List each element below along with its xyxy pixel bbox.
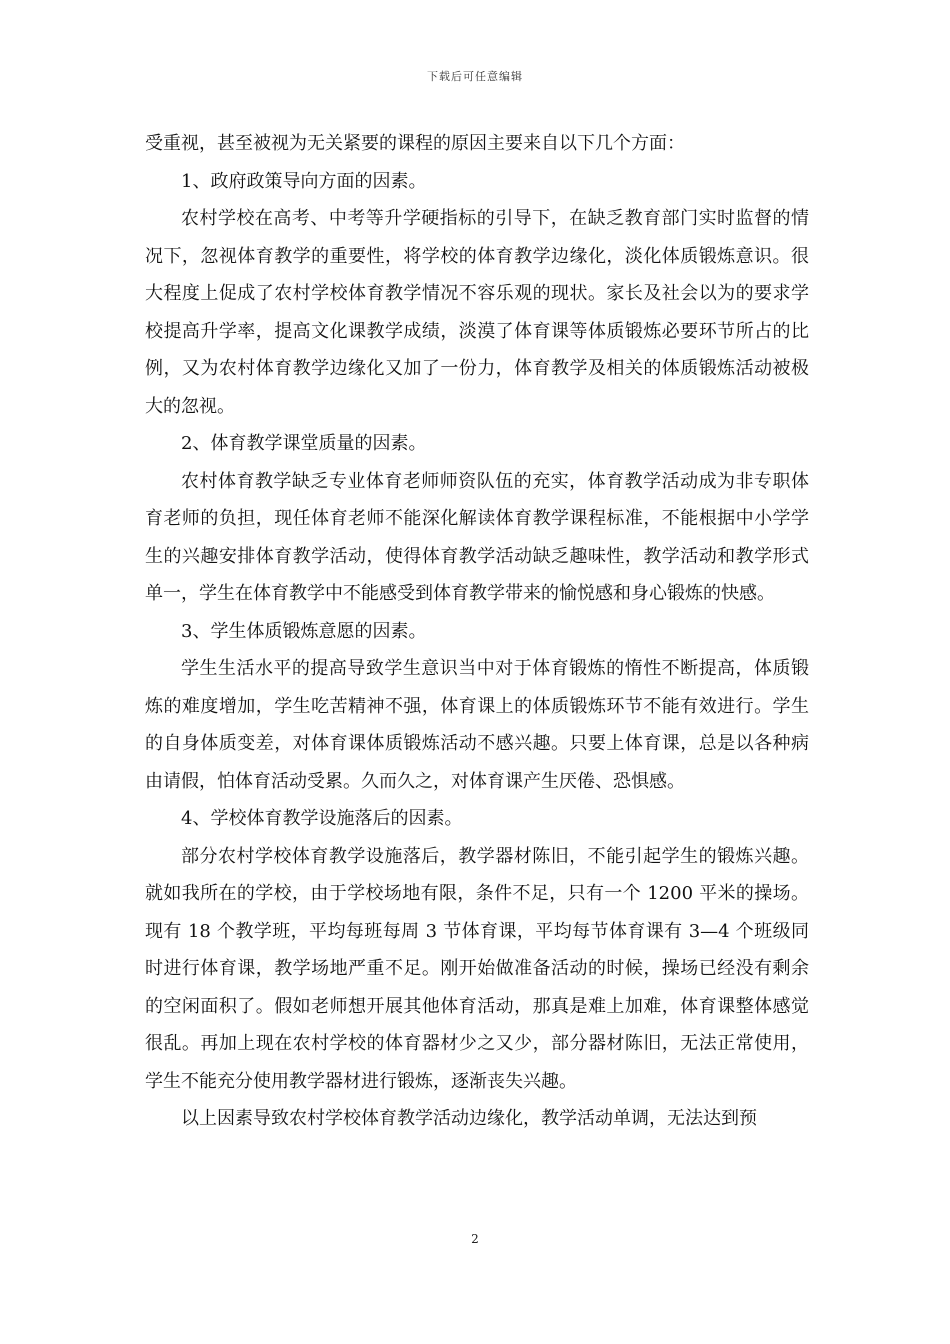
paragraph-2: 农村体育教学缺乏专业体育老师师资队伍的充实，体育教学活动成为非专职体育老师的负担，现任体育老师不能深化解读体育教学课程标准，不能根据中小学学生的兴趣安排体育教学活动，使得体育教学活动缺乏趣味性，教学活动和教学形式单一，学生在体育教学中不能感受到体育教学带来的愉悦感和身心锻炼的快感。 bbox=[145, 470, 809, 604]
page-number: 2 bbox=[471, 1232, 479, 1246]
section-heading-4: 4、学校体育教学设施落后的因素。 bbox=[181, 808, 463, 829]
section-heading-3: 3、学生体质锻炼意愿的因素。 bbox=[181, 620, 427, 642]
section-heading-1: 1、政府政策导向方面的因素。 bbox=[181, 170, 427, 192]
paragraph-5: 以上因素导致农村学校体育教学活动边缘化，教学活动单调，无法达到预 bbox=[181, 1108, 757, 1129]
paragraph-1: 农村学校在高考、中考等升学硬指标的引导下，在缺乏教育部门实时监督的情况下，忽视体育教学的重要性，将学校的体育教学边缘化，淡化体质锻炼意识。很大程度上促成了农村学校体育教学情况不容乐观的现状。家长及社会以为的要求学校提高升学率，提高文化课教学成绩，淡漠了体育课等体质锻炼必要环节所占的比例，又为农村体育教学边缘化又加了一份力，体育教学及相关的体质锻炼活动被极大的忽视。 bbox=[145, 208, 809, 417]
document-body bbox=[145, 125, 809, 1138]
page-header: 下载后可任意编辑 bbox=[427, 70, 523, 83]
paragraph-4: 部分农村学校体育教学设施落后，教学器材陈旧，不能引起学生的锻炼兴趣。就如我所在的学校，由于学校场地有限，条件不足，只有一个 1200 平米的操场。现有 18 个教学班，平均每班每周 3 节体育课，平均每节体育课有 3—4 个班级同时进行体育课，教学场地严重不足。刚开始做准备活动的时候，操场已经没有剩余的空闲面积了。假如老师想开展其他体育活动，那真是难上加难，体育课整体感觉很乱。再加上现在农村学校的体育器材少之又少，部分器材陈旧，无法正常使用，学生不能充分使用教学器材进行锻炼，逐渐丧失兴趣。 bbox=[145, 845, 809, 1092]
paragraph-continuation: 受重视，甚至被视为无关紧要的课程的原因主要来自以下几个方面： bbox=[145, 133, 685, 154]
paragraph-3: 学生生活水平的提高导致学生意识当中对于体育锻炼的惰性不断提高，体质锻炼的难度增加，学生吃苦精神不强，体育课上的体质锻炼环节不能有效进行。学生的自身体质变差，对体育课体质锻炼活动不感兴趣。只要上体育课，总是以各种病由请假，怕体育活动受累。久而久之，对体育课产生厌倦、恐惧感。 bbox=[145, 658, 809, 792]
section-heading-2: 2、体育教学课堂质量的因素。 bbox=[181, 433, 427, 454]
